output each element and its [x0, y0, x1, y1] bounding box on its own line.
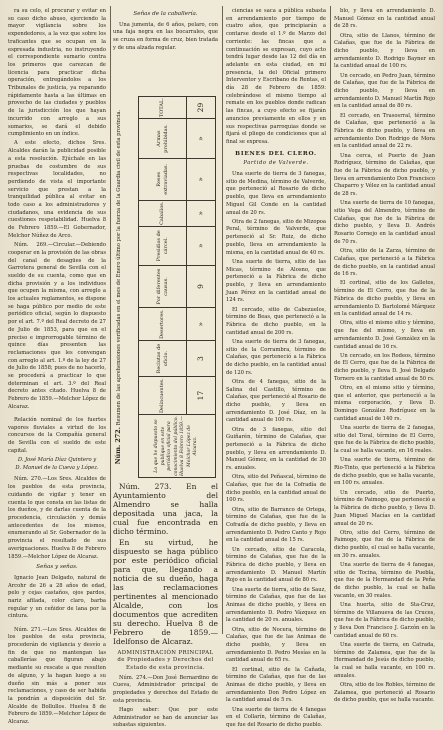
list-item: Un cercado, en los Rodeos, término de El Cerro, que fue de la Fábrica de dicho pueblo, y lleva D. José Delgado Tornero en la cantidad anual de 50 rs.	[334, 352, 435, 382]
list-item: Otra, sitio de Barranco de Ortega, término de Calañas, que fue de la Cofradía de dicho pueblo, y lleva en arrendamiento D. Pedro Canto y Rojo en la cantidad anual de 15 rs.	[226, 506, 326, 544]
table-header: Caballos.	[139, 200, 187, 226]
table-cell: »	[187, 158, 216, 200]
list-item: El cercado, sitio de Cabezuelos, término de Beas, que perteneció a la Fábrica de dicho pueblo, en la cantidad anual de 200 rs.	[226, 306, 326, 336]
table-header: TOTAL.	[139, 97, 187, 119]
notice-273: Núm. 273. En el Ayuntamiento del Almendro se halla depositada una jaca, la cual fue encontrada en dicho término.	[113, 482, 218, 536]
list-item: Un cercado, sitio de Caracola, término de Calañas, que fue de la Fábrica de dicho pueblo, y lleva en arrendamiento D. Manuel Martín Rojo en la cantidad anual de 80 rs.	[226, 546, 326, 584]
notice-274: Núm. 274.—Don José Bernardino de Cueva, Administrador principal de propiedades y derechos del Estado de esta provincia.	[113, 674, 218, 704]
paragraph: ra su celo, el procurar y evitar en su caso dicho abuso, ejerciendo la mayor vigilancia sobre los expendedores, a la vez que sobre los traficantes que se ocupan en la espresada industria, no instruyendo el correspondiente sumario contra los primeros que carezcan de licencia para practicar dicha operación, entregándolos a los Tribunales de justicia, ya reparando rápidamente hasta a las últimas en provecho de las ciudades y pueblos de la jurisdicción los que hayan incurrido con arreglo a sus sumarios, se dará el debido cumplimiento en un índice.	[8, 8, 106, 138]
list-item: Otra de 3 fanegas, sitio del Guiñarén, término de Calañas, que perteneció a la Fábrica de dicho pueblo, y lleva en arrendamiento D. Manuel Gómez, en la cantidad de 30 rs. anuales.	[226, 426, 326, 472]
table-title-text: Resumen de las aprehensiones verificadas en el mes de Enero último por la fuerza de la Guardia civil de esta provincia.	[116, 109, 122, 426]
relation-name: D. Manuel de la Cueva y López.	[15, 464, 99, 471]
table-header: Desertores.	[139, 308, 187, 340]
list-item: Otro, sitio del Cerro, término de Paimogo, que fue de la Fábrica de dicho pueblo, el cual se halla vacante, en 30 rs. anuales.	[334, 529, 435, 559]
list-item: Otro, en el mismo sitio y término, que el anterior, que perteneció a la misma corporación, y lleva D. Domingo González Rodríguez en la cantidad anual de 140 rs.	[334, 385, 435, 422]
table-cell: »	[187, 308, 216, 340]
table-cell: »	[187, 226, 216, 265]
list-item: Una huerta, sitio de Sta-Cruz, término de Villanueva de las Cruces, que fue de la Fábrica de dicho pueblo, y lleva Don Francisco J. Garzón en la cantidad anual de 60 rs.	[334, 602, 435, 639]
column-divider	[222, 6, 223, 634]
senas-text: Una jumenta, de 6 años, pelaro, con una faja negra en las bocarrales, que se cruza en forma de cruz, bien tratada y de una alzada regular.	[113, 21, 218, 51]
table-header: Delincuentes.	[139, 377, 187, 415]
list-item: blo, y lleva en arrendamiento D. Manuel Gómez en la cantidad anual de 28 rs.	[334, 8, 435, 30]
senas-heading: Señas y señas.	[36, 564, 78, 571]
column-2	[113, 8, 218, 94]
relation-name: D. José María Díaz Quintero y	[17, 457, 97, 464]
list-item: Un cercado, en Pedro Juan, término de Calañas, que fue de la Fábrica de dicho pueblo, y lleva en arrendamiento D. Manuel Martín Rojo en la cantidad anual de 80 rs.	[334, 72, 435, 110]
list-item: Una suerte de tierra de 2 fanegas, sitio del Toral, término de El Cerro, que fue de la Fábrica de dicho pueblo, la cual se halla vacante, en 16 reales.	[334, 425, 435, 455]
list-item: El cercado, en Trasosrral, término de Calañas, que perteneció a la Fábrica de dicho pueblo, y lleva en arrendamiento Don Rodrigo de Mora en la cantidad anual de 22 rs.	[334, 112, 435, 150]
table-header: Presidios de cárcel.	[139, 226, 187, 265]
table-row	[139, 97, 187, 478]
list-item: Un cercado, sitio de Puerto, término de Paimogo, que perteneció a la Fábrica de dicho pueblo, y lleva D. Juan Miguel Macías en la cantidad anual de 20 rs.	[334, 489, 435, 527]
list-item: Una suerte de tierra de 4 fanegas, sitio de Tocina, término de Puebla, que fue de la Hermandad de la Peña de dicho pueblo, la cual se halla vacante, en 30 reales.	[334, 562, 435, 599]
list-item: Otra, sitio el mismo sitio y término, que fue del mismo, y lleva en arrendamiento D. José González en la cantidad anual de 16 rs.	[334, 320, 435, 350]
table-cell: »	[187, 200, 216, 226]
notice-269: Núm. 269.—Circular.—Debiendo cooperar en la provisión de las obras del canal de desagües de la Garrotera general de Sevilla con el sueldo de su cuenta, como que en dicha provisión y a los individuos que ocupen la misma, con arreglo a los actuales reglamentos, se dispone se haga público por medio de este periódico oficial, según lo dispuesto por el art. 7.º del Real decreto de 27 de Julio de 1853, para que en el preciso e improrrogable término de quince días presenten las reclamaciones que les convengan con arreglo al art. 1.º de la ley de 27 de Julio de 1858; pues de no hacerlo, se procederá a practicar lo que determinan el art. 3.º del Real decreto antes citado. Huelva 8 de Febrero de 1859.—Melchor López de Alcaraz.	[8, 242, 106, 410]
table-cell: »	[187, 119, 216, 159]
notice-273-body: En su virtud, he dispuesto se haga público por este periódico oficial para que, llegando a noticia de su dueño, haga las reclamaciones pertinentes al mencionado Alcalde, con los documentos que acrediten su derecho. Huelva 8 de Febrero de 1859.—Idelfonso de Alcaraz.	[113, 537, 218, 646]
table-cell: 3	[187, 340, 216, 376]
notice-270: Núm. 270.—Los Sres. Alcaldes de los pueblos de esta provincia, cuidando de vigilar y tener en cuenta lo que consta en las listas de los dueños, y de darlas cuenta de la procedencia, circulación y demás antecedentes de los mismos, enumerando al Sr. Gobernador de la provincia el resultado de sus averiguaciones. Huelva 8 de Febrero 1859.—Melchor López de Alcaraz.	[8, 476, 106, 560]
column-divider	[330, 6, 331, 634]
list-item: Una suerte de tierra de 10 fanegas, sitio Vega del Almendro, término de Calañas, que fue de la Fábrica de dicho pueblo, y lleva D. Andrés Rosario Cornejo en la cantidad anual de 70 rs.	[334, 200, 435, 245]
list-item: Otra, sitio de los Robles, término de Zalamea, que perteneció al Rosario de dicho pueblo, que se halla vacante.	[334, 682, 435, 704]
column-3	[226, 8, 326, 729]
subsection-heading: Partido de Valverde.	[243, 160, 309, 167]
paragraph: ciencias se saca a pública subasta en arrendamiento por tiempo de cuatro años, que principiarán a contarse desde el 1.º de Marzo del corriente: las fincas que a continuación se expresan, cuyo acto tendrá lugar desde las 12 del día en adelante en esta ciudad, en mi presencia, la del Oficial primero Interventor y Escribano de Rentas, el día 28 de Febrero de 1859: celebrándose el mismo tiempo al remate en los pueblos donde radican las fincas, a cuyo efecto se fijarán anuncios previamente en ellos y en sus respectivas parroquias donde se fijará el pliego de condiciones que al final se expresa.	[226, 8, 326, 145]
list-item: El cortinal, sitio de los Galletos, término de El Cerro, que fue de la Fábrica de dicho pueblo, y lleva en arrendamiento D. Bartolomé Márquez en la cantidad anual de 14 rs.	[334, 280, 435, 318]
notice-271: Núm. 271.—Los Sres. Alcaldes de los pueblos de esta provincia, procederán de vigilancia y desvío a fin de que no mantengan las caballerías que figuran abajo mediante su rescate a que resulten de alguno, y la hagan luego a su dueño sin más a poner sus reclamaciones, y caso de ser habida la pondrán a disposición del Sr. Alcalde de Bollullos. Huelva 8 de Febrero de 1859.—Melchor López de Alcaraz.	[8, 626, 106, 726]
column-2-lower	[113, 482, 218, 729]
senas-text: Ignacio Jean Delgado, natural de Arcohr de 26 a 28 años de edad, pelo y cejas castaños, ojos pardos, nariz afilada, color claro, barba regular y un ceñidor de lana por la cintura.	[8, 574, 106, 620]
list-item: Una cerca, el Puerto de Juan Rodríguez, término de Calañas, que fue de la Fábrica de dicho pueblo, y lleva en arrendamiento Don Francisco Chaparro y Vélez en la cantidad anual de 28 rs.	[334, 152, 435, 198]
list-item: Una suerte de tierra, término de Rio-Tinto, que perteneció a la Fábrica de dicho pueblo, que se halla vacante, en 100 rs. anuales.	[334, 457, 435, 487]
list-item: Una suerte de tierra, en Catrada, término de Zalamea, que fue de la Hermandad de Jesús de dicho pueblo, la cual se halla vacante, en 100 rs. anuales.	[334, 642, 435, 679]
list-item: Otra, sitio de la Zarza, término de Calañas, que perteneció a la Fábrica de dicho pueblo, en la cantidad anual de 16 rs.	[334, 248, 435, 278]
list-item: Una suerte de tierra de 3 fanegas, sitio de la Corrambra, término de Calañas, que perteneció a la Fábrica de dicho pueblo, en la cantidad anual de 120 rs.	[226, 338, 326, 376]
table-header: Reses extraviadas.	[139, 158, 187, 200]
table-header: Armas prohibidas.	[139, 119, 187, 159]
relation-title: Relación nominal de los fuertes vapores fluviales a virtud de los concursos de la Compañía general de Sevilla con el sueldo de este capital.	[8, 417, 106, 454]
list-item: Otra, sitio de Nocera, término de Calañas, que fue de las Animas de dicho pueblo, y lleva en arrendamiento D. Pedro Mesías en la cantidad anual de 65 rs.	[226, 626, 326, 664]
notice-274-body: Hago saber: Que por este Administrador se han de anunciar las subastas siguientes.	[113, 706, 218, 729]
list-item: Otra de 4 fanegas, sitio de la Salina del Castillo, término de Calañas, que perteneció al Rosario de dicho pueblo, y lleva en arrendamiento D. José Díaz, en la cantidad anual de 100 rs.	[226, 378, 326, 424]
column-divider	[110, 6, 111, 634]
list-item: Una suerte de tierra, sitio de Sauz, término de Calañas, que fue de las Animas de dicho pueblo, y lleva en arrendamiento D. Pedro Vázquez en la cantidad de 20 rs. anuales.	[226, 586, 326, 624]
list-item: Otra, sitio de Llanos, término de Calañas, que fue de la Fábrica de dicho pueblo, y lleva en arrendamiento D. Rodrigo Bayner en la cantidad anual de 100 rs.	[334, 32, 435, 70]
list-item: Otra de 2 fanegas, sitio de Mizopoa Peral, término de Valverde, que perteneció al Sr. Ruiz, de dicho pueblo, lleva en arrendamiento la misma, en la cantidad anual de 40 rs.	[226, 218, 326, 256]
apprehensions-table	[138, 96, 216, 478]
table-header: Por diferentes causas.	[139, 265, 187, 308]
table-cell: 9	[187, 265, 216, 308]
administration-heading: ADMINISTRACIÓN PRINCIPAL de Propiedades y Derechos del Estado de esta provincia.	[117, 649, 214, 671]
list-item: Otra, sitio del Peñascal, término de Calañas, que fue de la Cofradía de dicho pueblo, en la cantidad anual de 100 rs.	[226, 474, 326, 504]
table-number: Núm. 272.	[114, 427, 122, 465]
list-item: El cortinal, sitio de la Cañada, término de Calañas, que fue de las Animas de dicho pueblo, y lleva en arrendamiento Don Pedro López en la cantidad anual de 5 rs.	[226, 666, 326, 704]
table-cell: 17	[187, 377, 216, 415]
column-4	[334, 8, 435, 704]
table-side-note: Lo que he dispuesto se publique en este periódico oficial para conocimiento del público. Huelva 8 Febrero 1859.—Melchor López de Alcaraz.	[139, 415, 216, 478]
list-item: Una suerte de tierra, sitio de las Micas, término de Alosno, que perteneció a la Fábrica de dicho pueblo, y lleva en arrendamiento Juan Pérez en la cantidad anual de 124 rs.	[226, 258, 326, 304]
paragraph: A este efecto, dichos Sres. Alcaldes darán la publicidad posible a esta resolución. Ejúchale en las pruebas de costumbre de sus respectivas localidades, no perdiendo de vista el importante servicio que prestan a la tranquilidad pública al evitar en todo caso a los administradores y ciudadanos, una evidencia de sus cuestiones respetabilidad. Huelva 8 de Febrero 1859.—El Gobernador, Melchor Núñez de Arco.	[8, 140, 106, 239]
table-header: Reclutas de oficio.	[139, 340, 187, 376]
rotated-table-block	[113, 94, 218, 480]
list-item: Una suerte de tierra de 3 fanegas, sitio de Medina, término de Valverde, que perteneció al Rosario de dicho pueblo, que lleva en arrendamiento Miguel Gil Conde en la cantidad anual de 20 rs.	[226, 171, 326, 216]
list-item: Una suerte de tierra de 4 fanegas en el Collarín, término de Calañas, que fue del Rosario de dicho pueblo.	[226, 706, 326, 729]
column-1	[8, 8, 106, 726]
table-title	[115, 94, 123, 480]
senas-heading: Señas de la caballería.	[133, 11, 198, 17]
section-heading: BIENES DEL CLERO.	[235, 150, 317, 157]
table-cell: 29	[187, 97, 216, 119]
